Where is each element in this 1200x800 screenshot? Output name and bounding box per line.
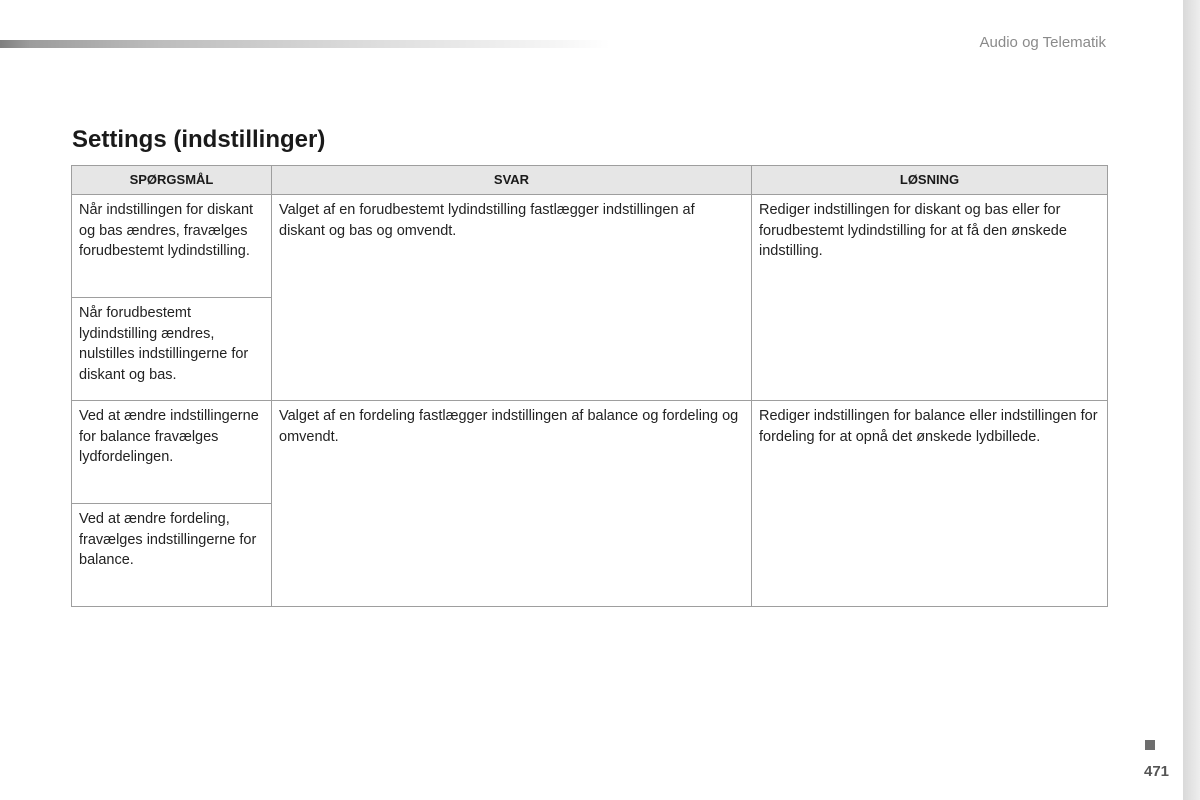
settings-table: [71, 165, 1108, 607]
page-marker-square: [1145, 740, 1155, 750]
question-cell: Ved at ændre fordeling, fravælges indstillingerne for balance.: [72, 504, 272, 607]
page-edge-band: [1183, 0, 1200, 800]
answer-cell: Valget af en fordeling fastlægger indstillingen af balance og fordeling og omvendt.: [272, 401, 752, 607]
page-title: Settings (indstillinger): [72, 126, 326, 153]
question-cell: Når indstillingen for diskant og bas ændres, fravælges forudbestemt lydindstilling.: [72, 195, 272, 298]
table-row: [72, 401, 1108, 504]
column-header-solution: LØSNING: [752, 166, 1108, 195]
question-cell: Ved at ændre indstillingerne for balance fravælges lydfordelingen.: [72, 401, 272, 504]
table-header-row: [72, 166, 1108, 195]
section-name: Audio og Telematik: [979, 34, 1106, 51]
table-row: [72, 195, 1108, 298]
page-number: 471: [1144, 763, 1170, 780]
question-cell: Når forudbestemt lydindstilling ændres, nulstilles indstillingerne for diskant og bas.: [72, 298, 272, 401]
solution-cell: Rediger indstillingen for diskant og bas eller for forudbestemt lydindstilling for at få den ønskede indstilling.: [752, 195, 1108, 401]
header-decorative-bar: [0, 40, 610, 48]
column-header-answer: SVAR: [272, 166, 752, 195]
solution-cell: Rediger indstillingen for balance eller indstillingen for fordeling for at opnå det ønskede lydbillede.: [752, 401, 1108, 607]
column-header-question: SPØRGSMÅL: [72, 166, 272, 195]
answer-cell: Valget af en forudbestemt lydindstilling fastlægger indstillingen af diskant og bas og omvendt.: [272, 195, 752, 401]
